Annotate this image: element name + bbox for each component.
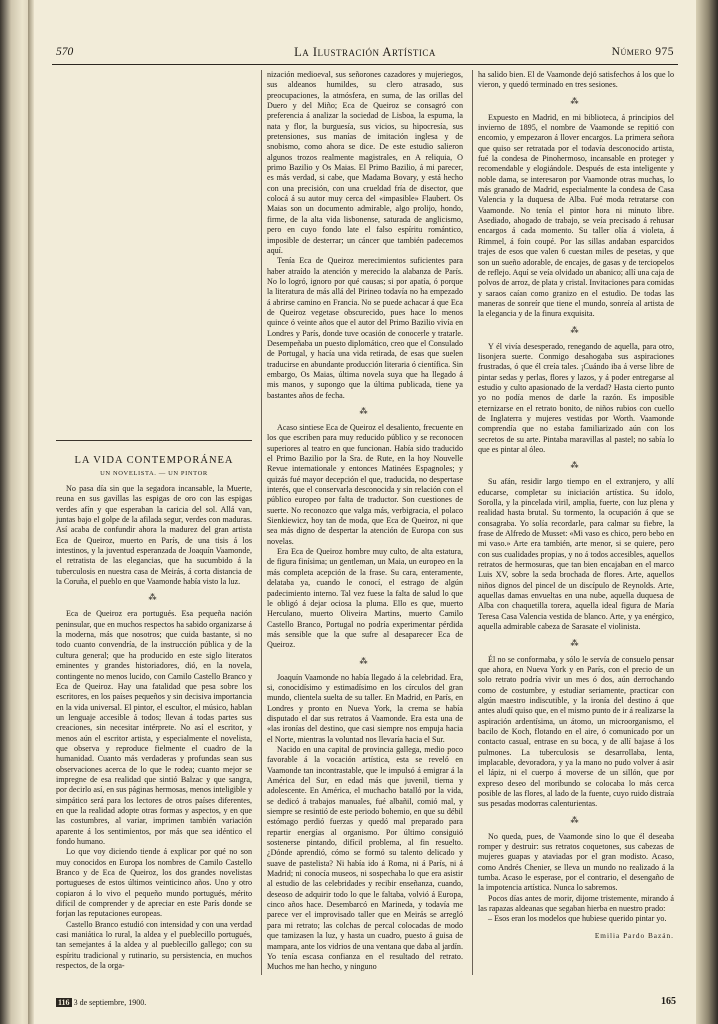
- page-number-left: 570: [56, 46, 74, 58]
- column-rule-1: [261, 70, 262, 975]
- page-footer: [52, 996, 678, 1010]
- paragraph: Castello Branco estudió con intensidad y con una verdad casi maniática lo rural, la aldea y el pueblecillo portugués, tan semejantes á la aldea y al pueblecillo gallego; con su espíritu tradicional y rutinario, su persistencia, en muchos respectos, de la orga-: [56, 919, 252, 971]
- paragraph: Lo que voy diciendo tiende á explicar por qué no son muy conocidos en Europa los nombres de Camilo Castello Branco y de Eca de Queiroz, los dos grandes novelistas portugueses de estos últimos veinticinco años. Uno y otro copiaron á lo vivo el pequeño mundo portugués, mérito difícil de comprender y de apreciar en este París donde se forjan las reputaciones europeas.: [56, 847, 252, 919]
- paragraph: Y él vivía desesperado, renegando de aquella, para otro, lisonjera suerte. Conmigo desahogaba sus aspiraciones frustradas, ó que él creía tales. ¡Cuándo iba á verse libre de pintar sedas y perlas, flores y lazos, y á poder entregarse al estudio y culto apasionado de la verdad? Hasta cierto punto yo no podía menos de darle la razón. Es imposible eternizarse en el retrato bonito, de niños rubios con cuello de Inglaterra y mujeres vestidas por Worth. Vaamonde comprendía que no estaba familiarizado aún con los secretos de su arte. Pintaba maravillas al pastel; no sabía lo que es pintar al óleo.: [478, 341, 674, 454]
- ornament-divider: ⁂: [570, 815, 582, 825]
- paragraph: Su afán, residir largo tiempo en el extranjero, y allí educarse, completar su iniciación artística. Su ídolo, Sorolla, y la pincelada viril, amplia, fuerte, con luz plena y realidad hasta brutal. Su tormento, la ocupación á que se consagraba. Yo solía recordarle, para calmar su fiebre, la frase de Alfredo de Musset: «Mi vaso es chico, pero bebo en mi vaso.» Arte era también, arte menor, si se quiere, pero con sus cualidades propias, y no á todos accesibles, aquellos retratos de hermosuras, que tan bien encajaban en el marco Luis XV, sobre la seda brochada de flores. Arte, aquellos niños dignos del pincel de un discípulo de Reynolds. Arte, aquellas damas envueltas en una nube, aquella duquesa de Alba con chaquetilla torera, aquella ideal figura de María Teresa Casa Valencia vestida de blanco. Arte, y ya enérgico, aquella admirable cabeza de Sarasate el violinista.: [478, 477, 674, 632]
- paragraph: nización medioeval, sus señorones cazadores y mujeriegos, sus aldeanos humildes, su clero atrasado, sus preocupaciones, la atmósfera, en suma, de las orillas del Duero y del Miño; Eca de Queiroz se consagró con preferencia á analizar la sociedad de Lisboa, la espuma, la nata y flor, la burguesía, sus vicios, su hipocresía, sus pretensiones, sus manías de imitación inglesa y de snobismo, como ahora se dice. De este estudio salieron algunos trozos realmente magistrales, en A reliquia, O primo Bazilio y Os Maias. El Primo Bazilio, á mi parecer, es más verdad, si cabe, que Madama Bovary, y está hecho con una precisión, con una crueldad fría de disector, que colocá á su autor muy cerca del «impasible» Flaubert. Os Maias son un documento admirable, algo prolijo, hondo, firme, de la alta vida lisbonense, saturada de anglicismo, pero en cuyo fondo late el falso espíritu romántico, imposible de desterrar; un cáncer que también padecemos aquí.: [267, 70, 463, 255]
- ornament-divider: ⁂: [570, 638, 582, 648]
- column-2: [267, 70, 463, 973]
- section-title: LA VIDA CONTEMPORÁNEA: [74, 455, 234, 466]
- ornament-divider: ⁂: [359, 656, 371, 666]
- magazine-title: La Ilustración Artística: [294, 45, 436, 59]
- paragraph: Pocos días antes de morir, dijome tristemente, mirando á las rapazas aldeanas que segaban hierba en nuestro prado:: [478, 893, 674, 914]
- footer-date-line: [56, 998, 146, 1007]
- ornament-divider: ⁂: [570, 461, 582, 471]
- paragraph: Eca de Queiroz era portugués. Esa pequeña nación peninsular, que en muchos respectos ha sabido organizarse á la moderna, más que nosotros; que cuida bastante, si no todo cuanto convendría, de la instrucción pública y de la cultura general; que ha producido en este siglo literatos eminentes y grandes historiadores, dió, en la novela, contingente no menos lucido, con Camilo Castello Branco y Eca de Queiroz. Hay una fatalidad que pesa sobre los escritores, en los países pequeños y sin decisiva importancia en la vida universal. El pintor, el escultor, el músico, hablan un lenguaje accesible á todos; llevan á todas partes sus creaciones, sin necesitar intérprete. No así el escritor, y menos aún el escritor artista, y especialmente el novelista, que observa y reproduce fielmente el cuadro de la humanidad. Cuanto más verdaderas y profundas sean sus observaciones acerca de lo que le rodea; cuanto mejor se impregne de esa realidad que sintió Balzac y que sangra, por decirlo así, en sus páginas hermosas, menos inteligible y simpático será para los lectores de otros países diferentes, en que la realidad adopte otras formas y aspectos, y en que las costumbres, al variar, imprimen también variación aparente á los sentimientos, por más que sea idéntico el fondo humano.: [56, 609, 252, 846]
- paragraph: Expuesto en Madrid, en mi biblioteca, á principios del invierno de 1895, el nombre de Vaamonde se repitió con encomio, y empezaron á llover encargos. La primera señora que quiso ser retratada por el todavía desconocido artista, fué la condesa de Pinohermoso, incansable en proteger y recomendable y elogiándole. Después de esta inteligente y noble dama, se interesaron por Vaamonde otras muchas, lo más granado de Madrid, especialmente la condesa de Casa Valencia y la duquesa de Alba. Fué moda retratarse con Vaamonde. No tenía el pintor hora ni minuto libre. Asediado, ahogado de trabajo, se veía precisado á rehusar encargos á cada momento. Su taller olía á violeta, á Rimmel, á foin coupé. Por las sillas andaban esparcidos trajes de esos que valen 6 cuestan miles de pesetas, y que son un sueño adorable, de encajes, de gasas y de terciopelos de reflejo. Aquí se veía olvidado un abanico; allí una caja de polvos de arroz, de plata y cristal. Invitaciones para comidas y saraos caían como granizo en el estudio. De todas las maneras de sonreír que tiene el mundo, sonreía al artista de la elegancia y de la finura exquisita.: [478, 112, 674, 319]
- paragraph: No queda, pues, de Vaamonde sino lo que él deseaba romper y destruir: sus retratos coquetones, sus cabezas de mujeres guapas y ataviadas por el gran modisto. Acaso, como Andrés Chenier, se lleva un mundo no realizado á la tumba. Acaso le esperase, por el contrario, el desengaño de la impotencia artística. Nunca lo sabremos.: [478, 831, 674, 893]
- ornament-divider: ⁂: [148, 593, 160, 603]
- footer-issue-number: 116: [58, 998, 70, 1007]
- paragraph: – Esos eran los modelos que hubiese querido pintar yo.: [488, 914, 667, 924]
- section-rule: [56, 440, 252, 441]
- paragraph: Nacido en una capital de provincia gallega, medio poco favorable á la vocación artística, esta se reveló en Vaamonde tan incontrastable, que le impulsó á emigrar á la América del Sur, en edad más que juvenil, tierna y adolescente. En América, el muchacho batalló por la vida, se dedicó á trabajos manuales, fué albañil, comió mal, y siempre se resintió de este periodo bohemio, en que su débil estómago perdió fuerzas y quedó mal preparado para repartir energías al organismo. Por último consiguió sostenerse pintando, difícil problema, al fin resuelto. ¿Dónde aprendió, cómo se formó su talento delicado y suave de pastelista? Ni había ido á Roma, ni á París, ni á Madrid; ni conocía museos, ni sospechaba lo que era asistir al estudio de las celebridades y recibir enseñanza, cuando, deseoso de adquirir todo lo que le faltaba, volvió á Europa, cinco años hace. Desembarcó en Marineda, y todavía me parece ver el improvisado taller que en Meirás se arregló para mi retrato; las colchas de percal colocadas de modo que tamizasen la luz, y hasta un cuadro, puesto á guisa de mampara, ante los vidrios de una ventana que daba al jardín. Yo tenía escasa confianza en el resultado del retrato. Muchos me han hecho, y ninguno: [267, 744, 463, 972]
- paragraph: ha salido bien. El de Vaamonde dejó satisfechos á los que lo vieron, y quedó terminado en tres sesiones.: [478, 70, 674, 90]
- author-signature: Emilia Pardo Bazán.: [594, 930, 674, 940]
- paragraph: Joaquín Vaamonde no había llegado á la celebridad. Era, si, conocidísimo y estimadísimo en los círculos del gran mundo, clientela suelta de su taller. En Madrid, en París, en Londres y pronto en Nueva York, la crema se había disputado el dar sus retratos á Vaamonde. Era esta una de «las ironías del destino, que casi siempre nos empuja hacia el Norte, mientras la voluntad nos llevaría hacia el Sur.: [267, 672, 463, 744]
- paragraph: No pasa día sin que la segadora incansable, la Muerte, reuna en sus gavillas las espigas de oro con las espigas verdes afín y que esperaban la caricia del sol. Allá van, juntas bajo el golpe de la afilada segur, verdes con maduras. Así acaba de confundir ahora la madurez del gran artista Eca de Queiroz, muerto en París, de una tisis á los intestinos, y la juventud esperanzada de Joaquín Vaamonde, el retratista de las elegancias, que ha sucumbido á la tuberculosis en nuestra casa de Meirás, á corta distancia de la Coruña, el pueblo en que Vaamonde había visto la luz.: [56, 484, 252, 587]
- column-3: [478, 70, 674, 941]
- magazine-page: [34, 0, 696, 1024]
- column-1-top-blank: [56, 70, 252, 442]
- page-number-right: 165: [661, 996, 676, 1007]
- column-1: [56, 452, 252, 971]
- ornament-divider: ⁂: [570, 325, 582, 335]
- paragraph: Acaso sintiese Eca de Queiroz el desaliento, frecuente en los que escriben para muy reducido público y se reconocen superiores al teatro en que funcionan. Había sido traducido el Primo Bazilio por la Sra. de Rute, en la hoy Nouvelle Revue internationale y entonces Matinées Espagnoles; y quizás fué mayor decepción el que, traducida, no despertase interés, que el conservarla desconocida y sin relación con el público europeo por falta de traductor. Son cuestiones de suerte. No reconozco que valga más, verbigracia, el polaco Sienkiewicz, hoy tan de moda, que Eca de Queiroz, ni que sea más digno de despertar la atención de Europa con sus novelas.: [267, 423, 463, 546]
- paragraph: Tenía Eca de Queiroz merecimientos suficientes para haber atraído la atención y merecido la alabanza de París. No lo logró, ignoro por qué causas; si por apatía, ó porque la literatura de más allá del Pirineo todavía no ha empezado á abrirse camino en Francia. No se puede achacar á que Eca de Queiroz vegetase obscurecido, pues hace lo menos quince ó veinte años que el autor del Primo Bazilio vivía en Londres y París, donde tuve ocasión de conocerle y tratarle. Desempeñaba un puesto diplomático, creo que el Consulado de Portugal, y hacía una vida retirada, de esas que suelen traducirse en abundante producción literaria ó científica. Sin embargo, Os Maias, última novela suya que ha llegado á mis manos, y supongo que la última publicada, tiene ya bastantes años de fecha.: [267, 256, 463, 400]
- section-subtitle: UN NOVELISTA. — UN PINTOR: [100, 470, 208, 477]
- ornament-divider: ⁂: [359, 407, 371, 416]
- column-rule-2: [472, 70, 473, 975]
- section-header: [56, 455, 252, 478]
- paragraph: Él no se conformaba, y sólo le servía de consuelo pensar que ahora, en Nueva York y en París, con el precio de un solo retrato podría vivir un mes ó dos, aún derrochando como de costumbre, y estudiar seriamente, practicar con algún maestro indiscutible, y la ironía del destino á que antes aludí quiso que, en el mismo punto de ir á realizarse la aspiración ardentísima, un átomo, un microorganismo, el bacilo de Koch, flotando en el aire, ó comunicado por un contacto casual, entrase en su boca, y de allí bajase á los pulmones. La tuberculosis se desarrollaba, lenta, implacable, devoradora, y ya la mano no pudo volver á asir el lápiz, ni el cuerpo á moverse de un sillón, que por expreso deseo del moribundo se colocaba lo más cerca posible de las flores, al lado de la fuente, cuyo ruido distraía sus pesadas modorras calenturientas.: [478, 654, 674, 809]
- ornament-divider: ⁂: [570, 96, 582, 106]
- running-header: [52, 42, 678, 65]
- paragraph: Era Eca de Queiroz hombre muy culto, de alta estatura, de figura finísima; un gentleman, un Maia, un europeo en la más completa acepción de la frase. Su cara, enteramente, delataba ya, cuando le conocí, el estrago de algún padecimiento interno. Tal vez fuese la falta de salud lo que le obligó á dejar ociosa la pluma. Ello es que, muerto Herculano, muerto Oliveira Martins, muerto Camilo Castello Branco, Portugal no podría experimentar pérdida más sensible que la que sufre al desaparecer Eca de Queiroz.: [267, 547, 463, 650]
- issue-number: Número 975: [611, 46, 674, 58]
- footer-date: 3 de septiembre, 1900.: [73, 998, 147, 1007]
- page-edge-right: [696, 0, 718, 1024]
